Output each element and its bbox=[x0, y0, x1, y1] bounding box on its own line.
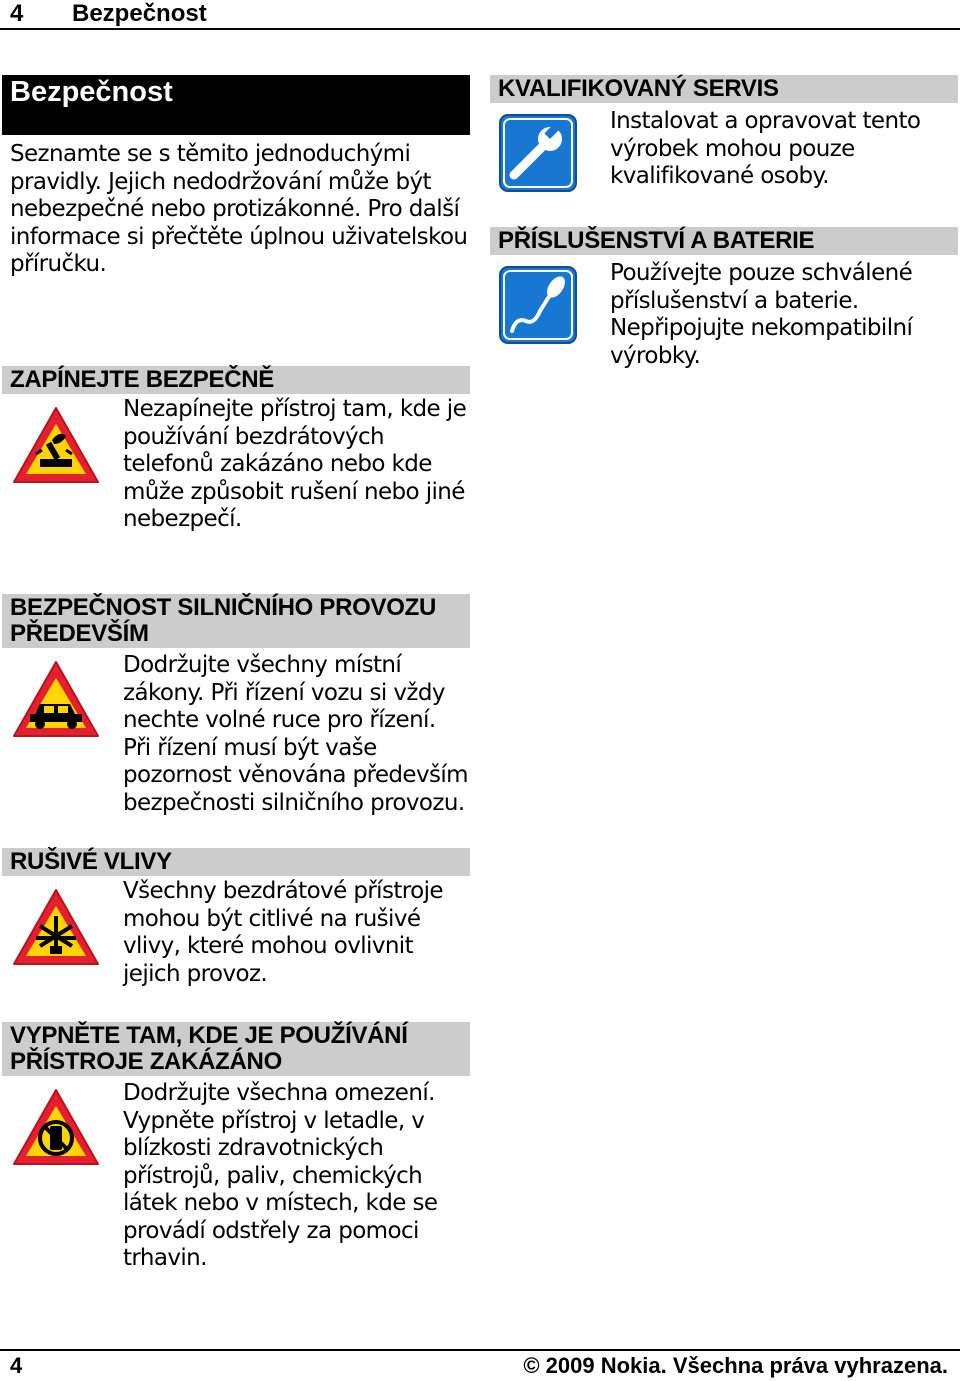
block-body bbox=[490, 103, 958, 227]
left-column bbox=[2, 75, 470, 1286]
safety-block-road bbox=[2, 594, 470, 848]
header-page-number: 4 bbox=[10, 0, 24, 27]
accessory-cable-icon bbox=[498, 265, 578, 345]
block-text: Instalovat a opravovat tento výrobek mohou pouze kvalifikované osoby. bbox=[610, 108, 921, 189]
safety-block-accessories bbox=[490, 227, 958, 405]
safety-block-switch-off bbox=[2, 1022, 470, 1286]
running-footer bbox=[0, 1349, 960, 1379]
footer-copyright: © 2009 Nokia. Všechna práva vyhrazena. bbox=[523, 1353, 948, 1378]
block-text: Dodržujte všechny místní zákony. Při řízení vozu si vždy nechte volné ruce pro řízení. Při řízení musí být vaše pozornost věnována především bezpečnosti silničního provozu. bbox=[123, 652, 468, 816]
safety-block-service bbox=[490, 75, 958, 227]
block-text: Všechny bezdrátové přístroje mohou být citlivé na rušivé vlivy, které mohou ovlivnit jejich provoz. bbox=[123, 878, 443, 987]
right-column bbox=[490, 75, 958, 405]
block-heading: RUŠIVÉ VLIVY bbox=[2, 848, 470, 876]
block-heading: KVALIFIKOVANÝ SERVIS bbox=[490, 75, 958, 103]
block-text: Dodržujte všechna omezení. Vypněte přístroj v letadle, v blízkosti zdravotnických přístrojů, paliv, chemických látek nebo v místech, kde se provádí odstřely za pomoci trhavin. bbox=[123, 1080, 438, 1271]
car-road-safety-warning-icon bbox=[10, 658, 102, 740]
header-chapter-title: Bezpečnost bbox=[72, 0, 207, 27]
block-heading: ZAPÍNEJTE BEZPEČNĚ bbox=[2, 366, 470, 394]
interference-warning-icon bbox=[10, 886, 102, 968]
section-intro: Seznamte se s těmito jednoduchými pravidly. Jejich nedodržování může být nebezpečné nebo protizákonné. Pro další informace si přečtěte úplnou uživatelskou příručku. bbox=[10, 141, 468, 277]
block-heading: BEZPEČNOST SILNIČNÍHO PROVOZU PŘEDEVŠÍM bbox=[2, 594, 470, 648]
block-text: Používejte pouze schválené příslušenství a baterie. Nepřipojujte nekompatibilní výrobky. bbox=[610, 260, 913, 369]
section-title: Bezpečnost bbox=[2, 75, 470, 135]
block-body bbox=[490, 255, 958, 405]
block-body bbox=[2, 394, 470, 594]
block-body bbox=[2, 1076, 470, 1286]
phone-prohibited-warning-icon bbox=[10, 1086, 102, 1168]
footer-page-number: 4 bbox=[10, 1353, 23, 1378]
block-text: Nezapínejte přístroj tam, kde je používání bezdrátových telefonů zakázáno nebo kde může způsobit rušení nebo jiné nebezpečí. bbox=[123, 396, 467, 532]
running-header bbox=[0, 0, 960, 30]
block-body bbox=[2, 648, 470, 848]
block-heading: PŘÍSLUŠENSTVÍ A BATERIE bbox=[490, 227, 958, 255]
safety-block-switch-on bbox=[2, 366, 470, 594]
block-body bbox=[2, 876, 470, 1022]
block-heading: VYPNĚTE TAM, KDE JE POUŽÍVÁNÍ PŘÍSTROJE ZAKÁZÁNO bbox=[2, 1022, 470, 1076]
safety-block-interference bbox=[2, 848, 470, 1022]
wrench-service-icon bbox=[498, 113, 578, 193]
no-phone-switch-on-warning-icon bbox=[10, 404, 102, 486]
